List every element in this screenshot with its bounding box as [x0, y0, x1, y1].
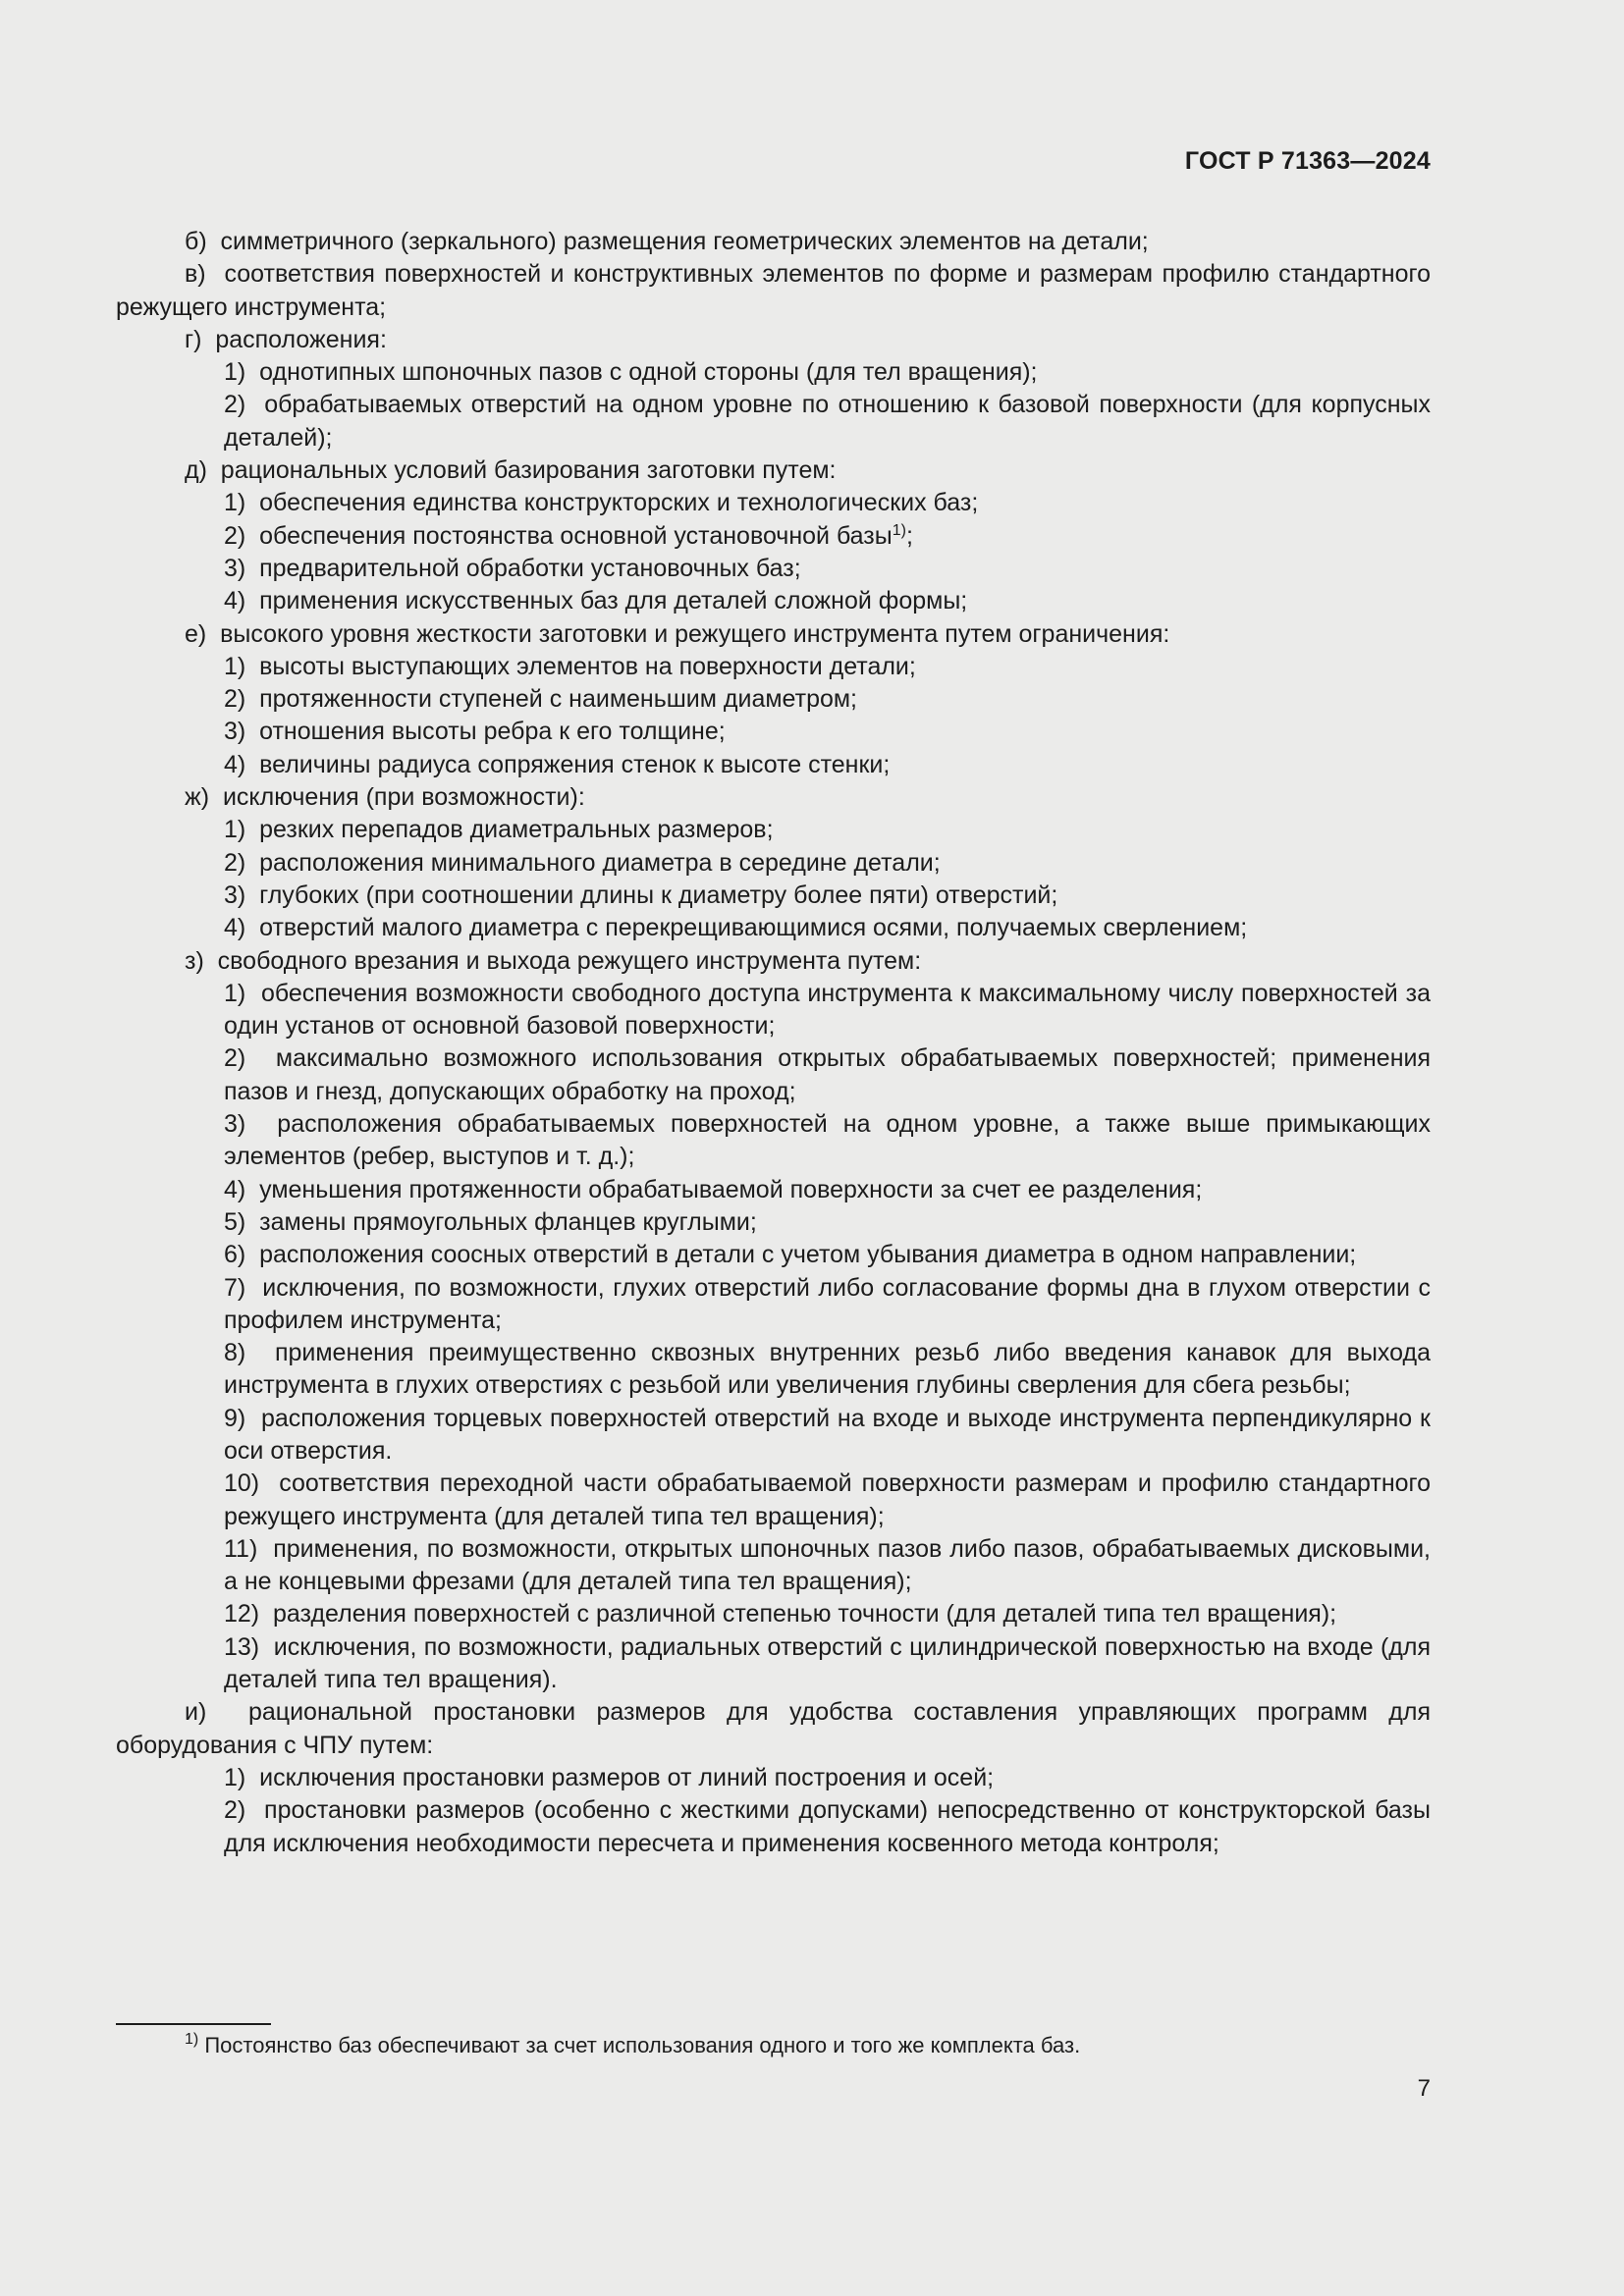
sub-list-item [116, 749, 1431, 781]
list-item-text: 11) применения, по возможности, открытых шпоночных пазов либо пазов, обрабатываемых дисковыми, а не концевыми фрезами (для деталей типа тел вращения); [224, 1534, 1431, 1596]
sub-list-item [116, 356, 1431, 389]
list-item-text: 4) величины радиуса сопряжения стенок к высоте стенки; [224, 750, 891, 778]
sub-list-item [116, 912, 1431, 944]
list-item [116, 226, 1431, 258]
sub-list-item [116, 1468, 1431, 1533]
footnote-mark: 1) [185, 2031, 199, 2048]
footnote [185, 2031, 1080, 2060]
list-item-text: 4) уменьшения протяженности обрабатываемой поверхности за счет ее разделения; [224, 1175, 1203, 1203]
list-item-text: 9) расположения торцевых поверхностей отверстий на входе и выходе инструмента перпендикулярно к оси отверстия. [224, 1404, 1431, 1465]
list-item-text: 10) соответствия переходной части обрабатываемой поверхности размерам и профилю стандартного режущего инструмента (для деталей типа тел вращения); [224, 1469, 1431, 1530]
list-item-text: 3) расположения обрабатываемых поверхностей на одном уровне, а также выше примыкающих элементов (ребер, выступов и т. д.); [224, 1110, 1431, 1171]
sub-list-item [116, 1631, 1431, 1697]
list-item [116, 618, 1431, 651]
sub-list-item [116, 487, 1431, 519]
list-item-text-tail: ; [905, 521, 913, 550]
sub-list-item [116, 1337, 1431, 1403]
sub-list-item [116, 389, 1431, 454]
list-item [116, 945, 1431, 978]
sub-list-item [116, 716, 1431, 748]
list-item [116, 454, 1431, 487]
list-item-text: 2) простановки размеров (особенно с жесткими допусками) непосредственно от конструкторской базы для исключения необходимости пересчета и применения косвенного метода контроля; [224, 1796, 1431, 1857]
list-item-text: 12) разделения поверхностей с различной степенью точности (для деталей типа тел вращения); [224, 1600, 1337, 1629]
list-item-text: 8) применения преимущественно сквозных внутренних резьб либо введения канавок для выхода инструмента в глухих отверстиях с резьбой или увеличения глубины сверления для сбега резьбы; [224, 1339, 1431, 1400]
list-item-text: д) рациональных условий базирования заготовки путем: [185, 456, 837, 485]
page-number: 7 [1417, 2075, 1431, 2102]
list-item-text: б) симметричного (зеркального) размещения геометрических элементов на детали; [185, 228, 1149, 255]
list-item [116, 1696, 1431, 1762]
list-item [116, 258, 1431, 324]
sub-list-item [116, 1206, 1431, 1239]
list-item-text: 2) расположения минимального диаметра в середине детали; [224, 848, 941, 877]
list-item-text: 1) обеспечения возможности свободного доступа инструмента к максимальному числу поверхностей за один установ от основной базовой поверхности; [224, 979, 1431, 1041]
sub-list-item [116, 683, 1431, 716]
list-item-text: 1) резких перепадов диаметральных размеров; [224, 816, 774, 844]
footnote-reference: 1) [892, 521, 906, 539]
list-item-text: 3) отношения высоты ребра к его толщине; [224, 718, 726, 746]
sub-list-item [116, 1598, 1431, 1630]
list-item-text: з) свободного врезания и выхода режущего инструмента путем: [185, 946, 922, 975]
sub-list-item [116, 1533, 1431, 1599]
list-item-text: е) высокого уровня жесткости заготовки и режущего инструмента путем ограничения: [185, 619, 1170, 648]
list-item-text: ж) исключения (при возможности): [185, 783, 585, 812]
list-item-text: 1) исключения простановки размеров от линий построения и осей; [224, 1763, 995, 1791]
sub-list-item [116, 880, 1431, 912]
sub-list-item [116, 1403, 1431, 1468]
sub-list-item [116, 1239, 1431, 1271]
sub-list-item [116, 651, 1431, 683]
list-item-text: 2) обеспечения постоянства основной установочной базы [224, 521, 893, 550]
sub-list-item [116, 847, 1431, 880]
sub-list-item [116, 1762, 1431, 1794]
sub-list-item [116, 1174, 1431, 1206]
list-item [116, 324, 1431, 356]
sub-list-item [116, 814, 1431, 846]
list-item-text: 1) высоты выступающих элементов на поверхности детали; [224, 652, 916, 680]
sub-list-item [116, 553, 1431, 585]
list-item-text: 7) исключения, по возможности, глухих отверстий либо согласование формы дна в глухом отверстии с профилем инструмента; [224, 1273, 1431, 1334]
sub-list-item [116, 1042, 1431, 1108]
footnote-text: Постоянство баз обеспечивают за счет использования одного и того же комплекта баз. [198, 2033, 1081, 2057]
list-item-text: 2) протяженности ступеней с наименьшим диаметром; [224, 685, 858, 714]
list-item-text: 4) применения искусственных баз для деталей сложной формы; [224, 587, 968, 615]
sub-list-item [116, 1108, 1431, 1174]
list-item-text: 4) отверстий малого диаметра с перекрещивающимися осями, получаемых сверлением; [224, 914, 1248, 942]
footnote-divider [116, 2023, 271, 2025]
document-body [116, 226, 1431, 1860]
list-item-text: 1) однотипных шпоночных пазов с одной стороны (для тел вращения); [224, 358, 1038, 387]
list-item-text: 3) предварительной обработки установочных баз; [224, 554, 801, 582]
sub-list-item [116, 1794, 1431, 1860]
sub-list-item [116, 1272, 1431, 1338]
sub-list-item [116, 520, 1431, 553]
sub-list-item [116, 585, 1431, 617]
list-item-text: в) соответствия поверхностей и конструктивных элементов по форме и размерам профилю стандартного режущего инструмента; [116, 260, 1431, 321]
list-item-text: 13) исключения, по возможности, радиальных отверстий с цилиндрической поверхностью на входе (для деталей типа тел вращения). [224, 1632, 1431, 1694]
list-item-text: г) расположения: [185, 325, 387, 353]
list-item-text: 2) обрабатываемых отверстий на одном уровне по отношению к базовой поверхности (для корпусных деталей); [224, 391, 1431, 452]
list-item-text: 2) максимально возможного использования открытых обрабатываемых поверхностей; применения пазов и гнезд, допускающих обработку на проход; [224, 1044, 1431, 1105]
list-item-text: 5) замены прямоугольных фланцев круглыми; [224, 1207, 757, 1236]
list-item-text: 1) обеспечения единства конструкторских и технологических баз; [224, 489, 979, 517]
list-item-text: 6) расположения соосных отверстий в детали с учетом убывания диаметра в одном направлении; [224, 1241, 1357, 1269]
list-item-text: 3) глубоких (при соотношении длины к диаметру более пяти) отверстий; [224, 881, 1058, 909]
list-item-text: и) рациональной простановки размеров для удобства составления управляющих программ для оборудования с ЧПУ путем: [116, 1698, 1431, 1759]
list-item [116, 781, 1431, 814]
sub-list-item [116, 978, 1431, 1043]
document-code: ГОСТ Р 71363—2024 [1184, 147, 1431, 175]
